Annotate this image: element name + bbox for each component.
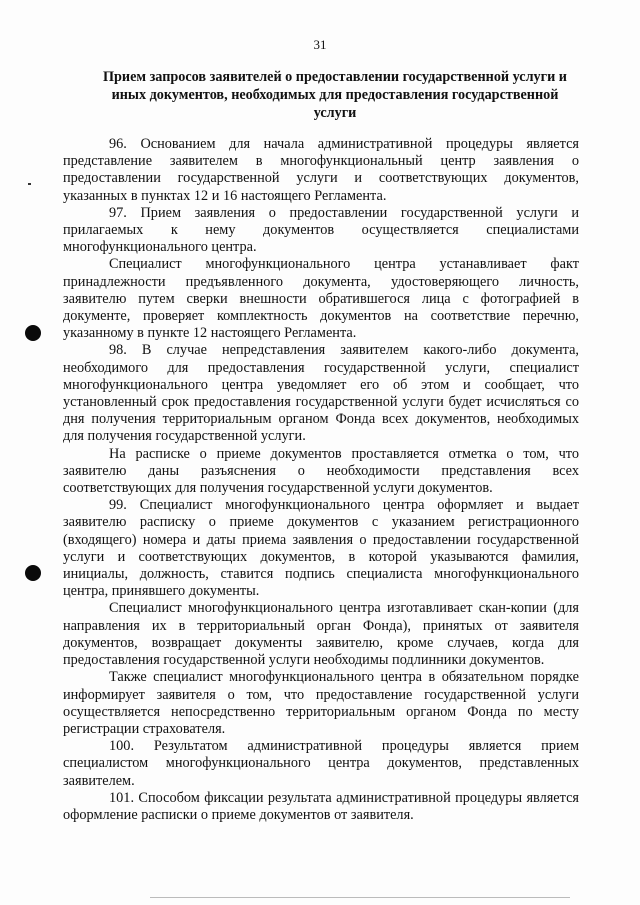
scan-speck [28,183,31,185]
paragraph-99: 99. Специалист многофункционального центра оформляет и выдает заявителю расписку о приеме документов с указанием регистрационного (входящего) номера и даты приема заявления о предоставлении государственной услуги и соответствующих документов, в которой указываются фамилия, инициалы, должность, ставится подпись специалиста многофункционального центра, принявшего документы. [63,497,579,600]
scan-edge-line [150,897,570,898]
paragraph-98-receipt: На расписке о приеме документов проставляется отметка о том, что заявителю даны разъяснения о необходимости представления всех соответствующих для получения государственной услуги документов. [63,445,579,497]
paragraph-99-scans: Специалист многофункционального центра изготавливает скан-копии (для направления их в территориальный орган Фонда), принятых от заявителя документов, возвращает документы заявителю, кроме случаев, когда для предоставления государственной услуги необходимы подлинники документов. [63,600,579,669]
paragraph-97-specialist: Специалист многофункционального центра устанавливает факт принадлежности предъявленного документа, удостоверяющего личность, заявителю путем сверки внешности обратившегося лица с фотографией в документе, проверяет комплектность документов на соответствие перечню, указанному в пункте 12 настоящего Регламента. [63,256,579,342]
paragraph-100: 100. Результатом административной процедуры является прием специалистом многофункционального центра документов, представленных заявителем. [63,738,579,789]
paragraph-99-inform: Также специалист многофункционального центра в обязательном порядке информирует заявителя о том, что предоставление государственной услуги осуществляется непосредственно территориальным органом Фонда по месту регистрации страхователя. [63,669,579,737]
paragraph-96: 96. Основанием для начала административной процедуры является представление заявителем в многофункциональный центр заявления о предоставлении государственной услуги и соответствующих документов, указанных в пунктах 12 и 16 настоящего Регламента. [63,136,579,204]
paragraph-101: 101. Способом фиксации результата административной процедуры является оформление расписки о приеме документов от заявителя. [63,789,579,823]
paragraph-97: 97. Прием заявления о предоставлении государственной услуги и прилагаемых к нему документов осуществляется специалистами многофункционального центра. [63,204,579,256]
section-heading: Прием запросов заявителей о предоставлении государственной услуги и иных документов, необходимых для предоставления государственной услуги [103,69,567,121]
page-number: 31 [313,37,327,52]
punch-hole [25,325,41,341]
body-text [63,136,579,824]
paragraph-98: 98. В случае непредставления заявителем какого-либо документа, необходимого для предоставления государственной услуги, специалист многофункционального центра уведомляет его об этом и сообщает, что установленный срок предоставления государственной услуги будет исчисляться со дня получения территориальным органом Фонда всех документов, необходимых для получения государственной услуги. [63,342,579,445]
punch-hole [25,565,41,581]
